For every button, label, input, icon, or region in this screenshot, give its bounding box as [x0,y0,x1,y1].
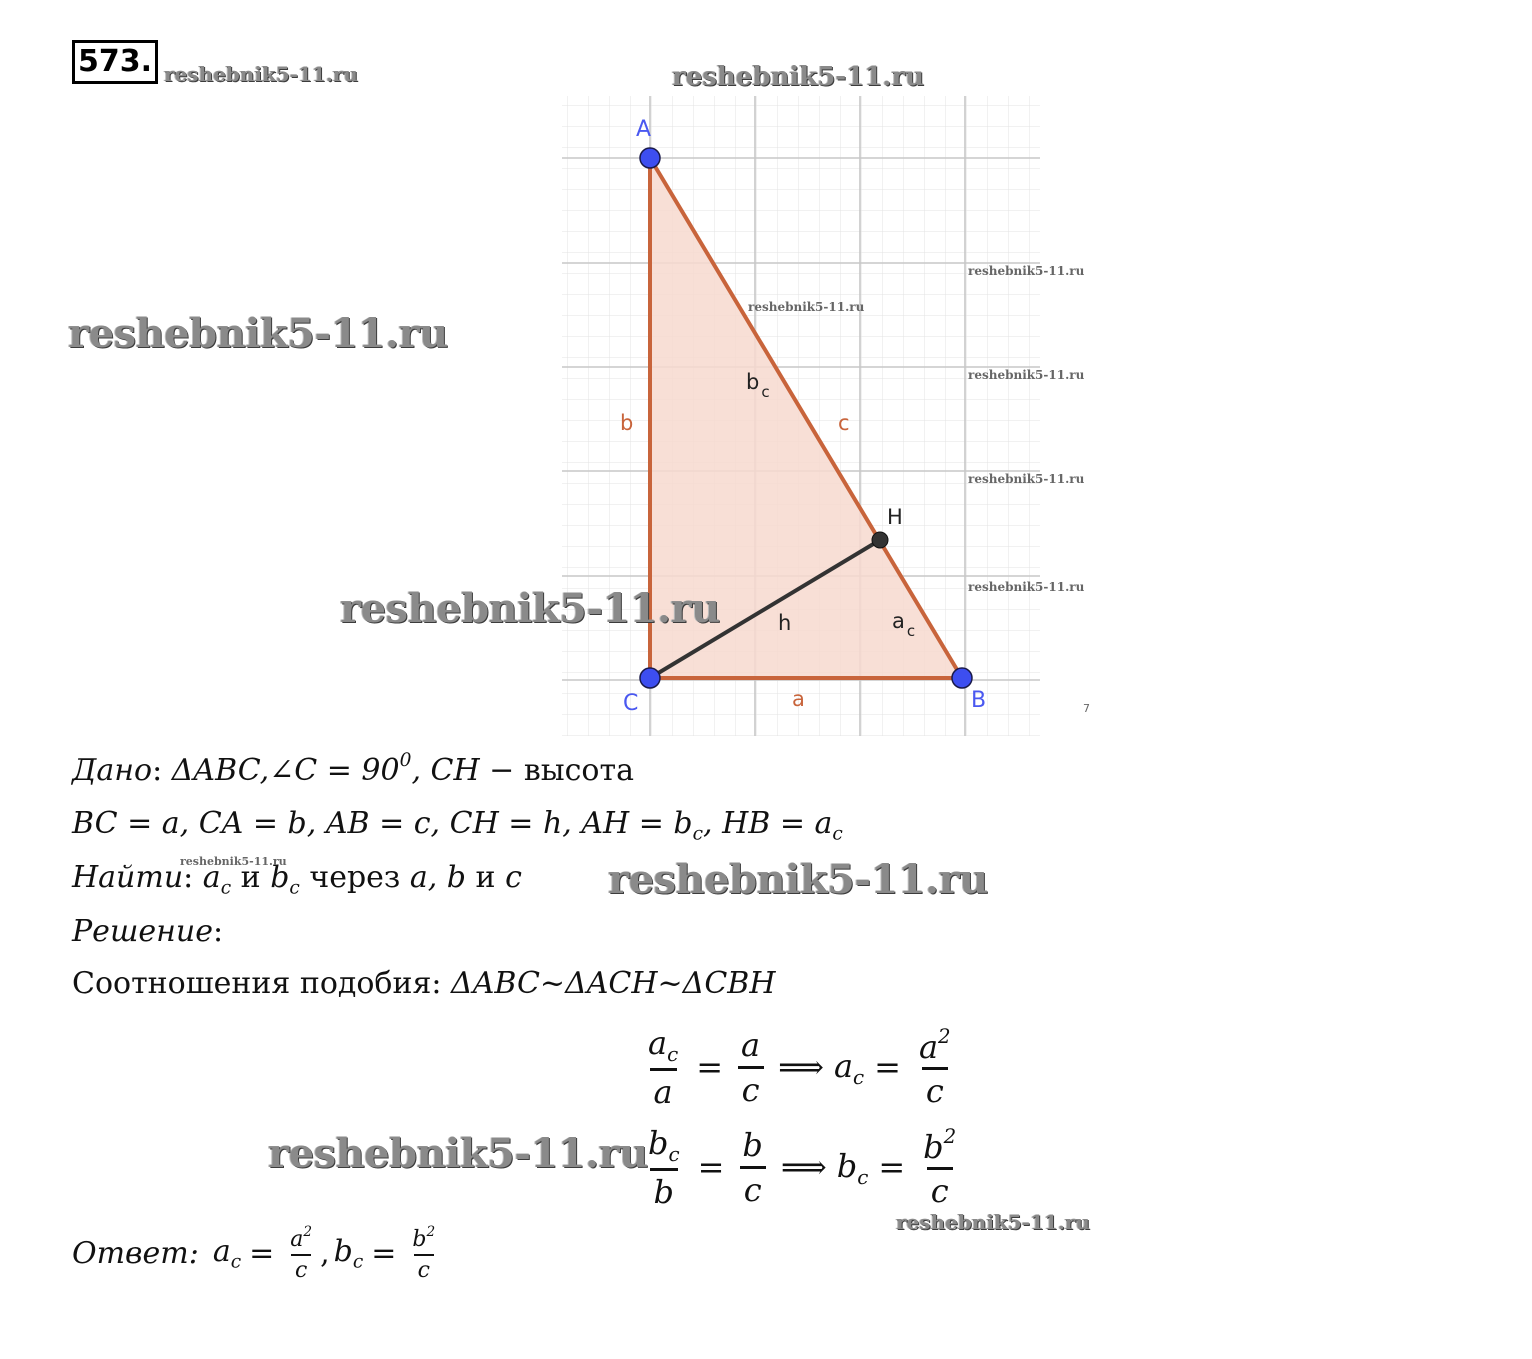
segment-bc-label: b $_c$ [746,370,770,401]
equation-b: $\frac{b_c}{b}$ = $\frac{b}{c}$ ⟹ $b_c$ = $\frac{b^2}{c}$ [648,1124,957,1211]
side-a-label: a [792,687,805,711]
watermark: reshebnik5-11.ru [68,310,448,357]
watermark: reshebnik5-11.ru [672,62,925,92]
stray-mark: 7 [1083,702,1090,715]
side-c-label: c [838,411,850,435]
find-label: Найти [72,860,184,895]
point-h-label: H [887,505,903,529]
given-line: Дано: ΔABC,∠C = $90^0$, CH − высота [72,750,634,788]
watermark: reshebnik5-11.ru [968,580,1085,594]
watermark: reshebnik5-11.ru [268,1130,648,1177]
vertex-c-label: C [623,691,639,716]
vertex-a-label: A [636,117,652,142]
side-b-label: b [620,411,634,435]
watermark: reshebnik5-11.ru [968,368,1085,382]
vertex-c-point [640,668,660,688]
watermark: reshebnik5-11.ru [896,1210,1090,1234]
given-label: Дано [72,752,153,788]
point-h [872,532,888,548]
watermark: reshebnik5-11.ru [968,264,1085,278]
watermark: reshebnik5-11.ru [608,856,988,903]
given-height-word: − высота [479,752,634,788]
watermark: reshebnik5-11.ru [748,300,865,314]
watermark: reshebnik5-11.ru [340,585,720,632]
vertex-b-point [952,668,972,688]
similarity-line: Соотношения подобия: ΔABC~ΔACH~ΔCBH [72,966,776,1001]
answer-line: Ответ: $a_c$ = $\frac{a^2}{c}$ , $b_c$ = $\frac{b^2}{c}$ [72,1224,436,1284]
vertex-b-label: B [971,688,987,713]
solution-label: Решение: [72,914,224,949]
watermark: reshebnik5-11.ru [968,472,1085,486]
height-label: h [778,611,792,635]
vertex-a-point [640,148,660,168]
answer-label: Ответ: [72,1236,199,1272]
watermark: reshebnik5-11.ru [180,855,287,868]
watermark: reshebnik5-11.ru [164,62,358,86]
given-text: ΔABC,∠C = $90^0$, CH [171,750,480,788]
problem-number: 573. [72,40,158,84]
definitions-line: BC = a, CA = b, AB = c, CH = h, AH = $b_c$, HB = $a_c$ [72,806,843,845]
segment-ac-label: a $_c$ [892,609,916,640]
equation-a: $\frac{a_c}{a}$ = $\frac{a}{c}$ ⟹ $a_c$ = $\frac{a^2}{c}$ [648,1024,951,1111]
find-line: Найти: $a_c$ и $b_c$ через a, b и c [72,860,522,899]
